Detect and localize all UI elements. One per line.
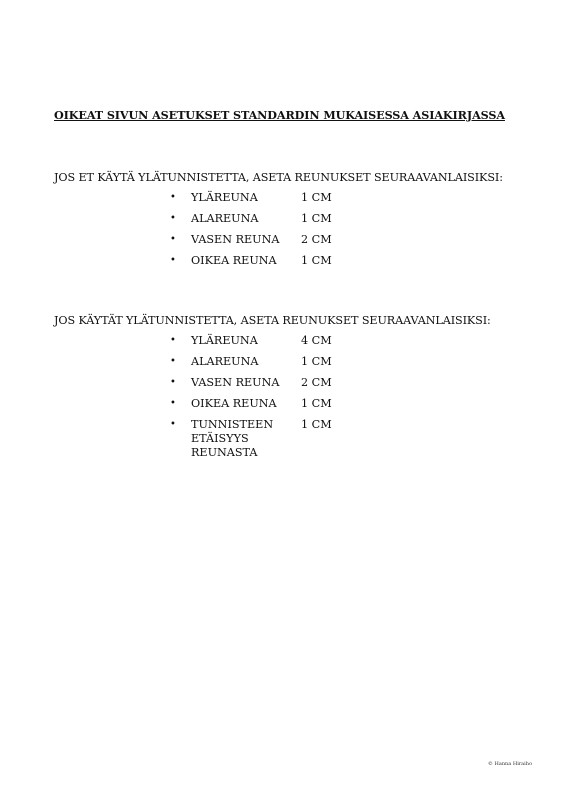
bullet-icon: •	[170, 419, 176, 430]
list-item	[170, 418, 361, 460]
bullet-icon: •	[170, 192, 176, 203]
margin-label: ALAREUNA	[191, 355, 259, 368]
margin-value: 1 CM	[301, 191, 332, 204]
margin-label: TUNNISTEEN ETÄISYYS REUNASTA	[191, 418, 274, 459]
section-1-lead: JOS ET KÄYTÄ YLÄTUNNISTETTA, ASETA REUNUKSET SEURAAVANLAISIKSI:	[54, 171, 503, 184]
margin-value: 1 CM	[301, 254, 332, 267]
margin-label: VASEN REUNA	[191, 376, 280, 389]
list-item	[170, 212, 361, 233]
margin-label: ALAREUNA	[191, 212, 259, 225]
bullet-icon: •	[170, 213, 176, 224]
margin-label: VASEN REUNA	[191, 233, 280, 246]
margin-label: YLÄREUNA	[191, 191, 258, 204]
margin-value: 1 CM	[301, 397, 332, 410]
document-title: OIKEAT SIVUN ASETUKSET STANDARDIN MUKAISESSA ASIAKIRJASSA	[54, 108, 505, 122]
bullet-icon: •	[170, 398, 176, 409]
margin-value: 2 CM	[301, 233, 332, 246]
list-item	[170, 397, 361, 418]
list-item	[170, 334, 361, 355]
margin-label: OIKEA REUNA	[191, 254, 277, 267]
margin-value: 2 CM	[301, 376, 332, 389]
bullet-icon: •	[170, 335, 176, 346]
bullet-icon: •	[170, 356, 176, 367]
copyright-footer: © Hanna Hiraiho	[487, 761, 532, 767]
margin-value: 1 CM	[301, 212, 332, 225]
section-2-lead: JOS KÄYTÄT YLÄTUNNISTETTA, ASETA REUNUKSET SEURAAVANLAISIKSI:	[54, 314, 491, 327]
margin-value: 4 CM	[301, 334, 332, 347]
list-item	[170, 254, 361, 275]
margin-label: OIKEA REUNA	[191, 397, 277, 410]
margin-label: YLÄREUNA	[191, 334, 258, 347]
margin-value: 1 CM	[301, 355, 332, 368]
bullet-icon: •	[170, 234, 176, 245]
list-item	[170, 191, 361, 212]
margin-value: 1 CM	[301, 418, 332, 431]
list-item	[170, 355, 361, 376]
section-2-margin-list	[170, 334, 361, 460]
list-item	[170, 233, 361, 254]
list-item	[170, 376, 361, 397]
section-1-margin-list	[170, 191, 361, 275]
bullet-icon: •	[170, 377, 176, 388]
bullet-icon: •	[170, 255, 176, 266]
